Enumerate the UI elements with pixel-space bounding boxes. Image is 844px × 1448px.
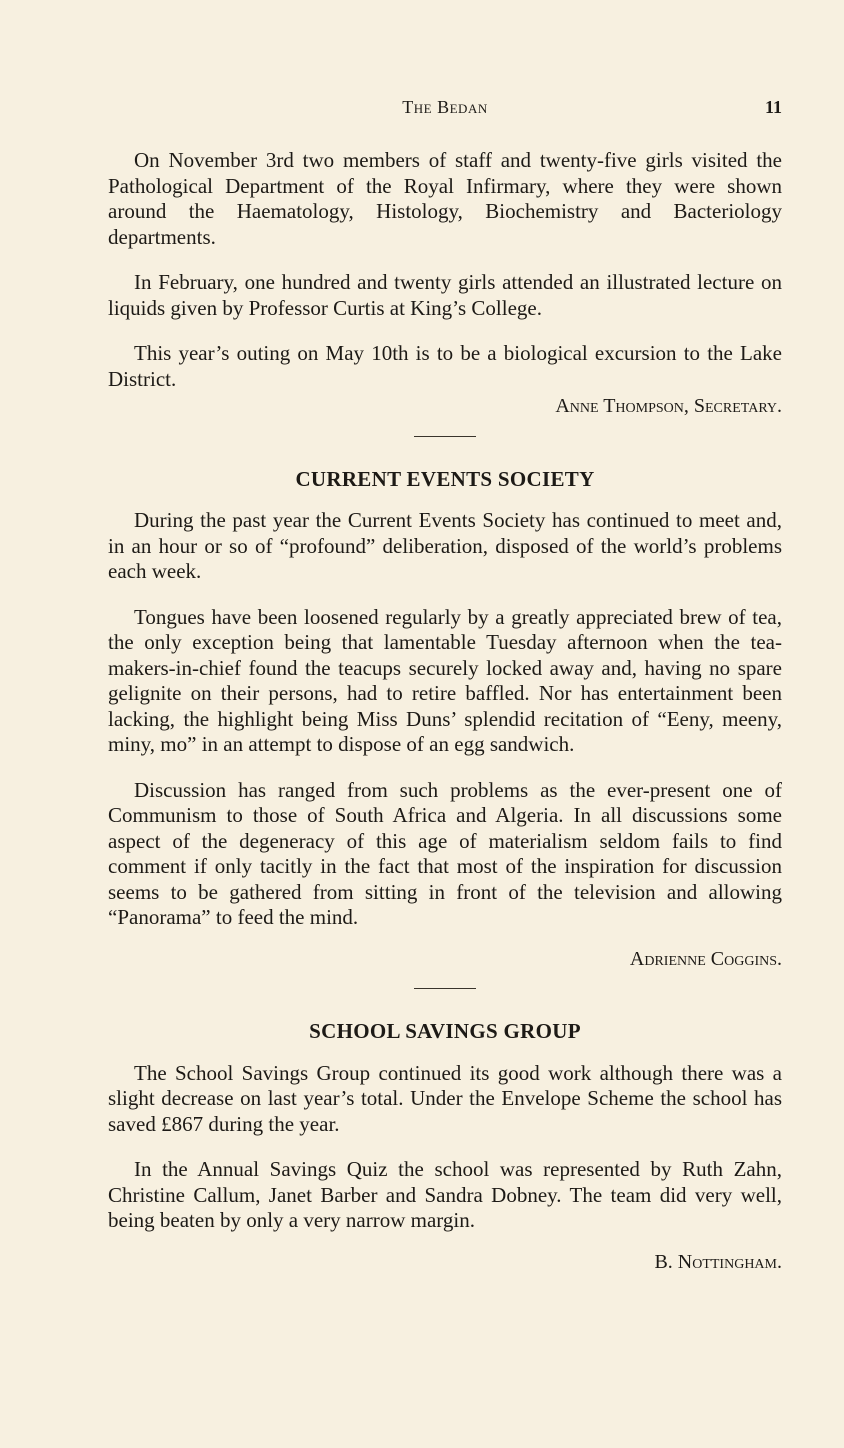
paragraph: The School Savings Group continued its good work although there was a slight decrease on last year’s total. Under the Envelope Scheme the school has saved £867 during the year.	[108, 1060, 782, 1136]
paragraph: Tongues have been loosened regularly by a greatly appreciated brew of tea, the only exception being that lamentable Tuesday afternoon when the tea-makers-in-chief found the teacups securely locked away and, having no spare gelignite on their persons, had to retire baffled. Nor has entertainment been lacking, the highlight being Miss Duns’ splendid recitation of “Eeny, meeny, miny, mo” in an attempt to dispose of an egg sandwich.	[108, 604, 782, 756]
section-divider	[414, 988, 476, 989]
section-title: CURRENT EVENTS SOCIETY	[295, 466, 595, 491]
running-header	[108, 97, 782, 121]
current-events-section	[108, 467, 782, 990]
paragraph: This year’s outing on May 10th is to be a biological excursion to the Lake District.	[108, 341, 782, 391]
section-divider	[414, 436, 476, 437]
paragraph: During the past year the Current Events Society has continued to meet and, in an hour or so of “profound” deliberation, disposed of the world’s problems each week.	[108, 508, 782, 583]
running-title: The Bedan	[402, 97, 488, 117]
page-number: 11	[764, 97, 782, 117]
paragraph: On November 3rd two members of staff and twenty-five girls visited the Pathological Department of the Royal Infirmary, where they were shown around the Haematology, Histology, Biochemistry and Bacteriology departments.	[108, 148, 782, 249]
paragraph: In February, one hundred and twenty girls attended an illustrated lecture on liquids given by Professor Curtis at King’s College.	[108, 270, 782, 320]
signature: Anne Thompson, Secretary.	[555, 395, 782, 417]
section-title: SCHOOL SAVINGS GROUP	[309, 1019, 581, 1043]
page-body	[108, 148, 782, 1275]
pathology-visit-section	[108, 148, 782, 437]
paragraph: Discussion has ranged from such problems as the ever-present one of Communism to those of South Africa and Algeria. In all discussions some aspect of the degeneracy of this age of materialism seldom fails to find comment if only tacitly in the fact that most of the inspiration for discussion seems to be gathered from sitting in front of the television and allowing “Panorama” to feed the mind.	[108, 777, 782, 929]
school-savings-section	[108, 1019, 782, 1275]
signature: B. Nottingham.	[654, 1250, 782, 1273]
signature: Adrienne Coggins.	[629, 947, 782, 970]
paragraph: In the Annual Savings Quiz the school was represented by Ruth Zahn, Christine Callum, Janet Barber and Sandra Dobney. The team did very well, being beaten by only a very narrow margin.	[108, 1157, 782, 1232]
